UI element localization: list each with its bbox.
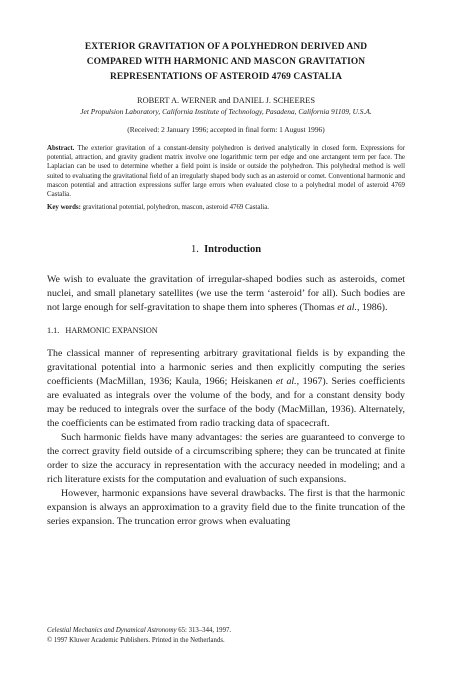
body-paragraph: [47, 347, 405, 431]
page-footer: [47, 626, 231, 645]
et-al: et al.: [275, 376, 297, 388]
subsection-title: HARMONIC EXPANSION: [65, 326, 158, 336]
journal-citation: [47, 626, 231, 636]
received-dates: (Received: 2 January 1996; accepted in final form: 1 August 1996): [127, 125, 325, 134]
body-paragraph: However, harmonic expansions have several drawbacks. The first is that the harmonic expansion is always an approximation to a gravity field due to the finite truncation of the series expansion. The truncation error grows when evaluating: [47, 488, 405, 528]
et-al: et al.: [337, 302, 357, 314]
paper-title: [47, 40, 405, 85]
abstract-text: The exterior gravitation of a constant-density polyhedron is derived analytically in closed form. Expressions for potential, attraction, and gravity gradient matrix involve one logarithmic term per edge and one arctangent term per face. The Laplacian can be used to determine whether a field point is inside or outside the polyhedron. This polyhedral method is well suited to evaluating the gravitational field of an irregularly shaped body such as an asteroid or comet. Conventional harmonic and mascon potential and attraction expressions suffer large errors when evaluated close to a polyhedral model of asteroid 4769 Castalia.: [47, 145, 405, 199]
section-number: 1.: [190, 244, 199, 256]
title-line: COMPARED WITH HARMONIC AND MASCON GRAVITATION: [86, 57, 366, 67]
intro-text: We wish to evaluate the gravitation of irregular-shaped bodies such as asteroids, comet nuclei, and small planetary satellites (we use the term ‘asteroid’ for all). Such bodies are not large enough for self-gravitation to shape them into spheres (Thomas: [47, 274, 405, 314]
subsection-number: 1.1.: [47, 326, 60, 336]
affiliation: Jet Propulsion Laboratory, California Institute of Technology, Pasadena, California 91109, U.S.A.: [80, 107, 372, 116]
title-line: REPRESENTATIONS OF ASTEROID 4769 CASTALIA: [110, 72, 342, 82]
intro-paragraph: [47, 273, 405, 315]
section-heading: [47, 243, 405, 257]
title-line: EXTERIOR GRAVITATION OF A POLYHEDRON DERIVED AND: [84, 42, 368, 52]
keywords-text: gravitational potential, polyhedron, mascon, asteroid 4769 Castalia.: [82, 204, 269, 212]
keywords: [47, 203, 405, 212]
journal-name: Celestial Mechanics and Dynamical Astronomy: [47, 627, 177, 634]
abstract-label: Abstract.: [47, 145, 75, 152]
intro-text-end: , 1986).: [356, 302, 388, 314]
copyright: © 1997 Kluwer Academic Publishers. Printed in the Netherlands.: [47, 636, 225, 644]
section-title: Introduction: [204, 244, 262, 256]
subsection-heading: [47, 325, 405, 337]
journal-volume: 65: 313–344, 1997.: [176, 627, 232, 634]
body-paragraph: Such harmonic fields have many advantages: the series are guaranteed to converge to the correct gravity field outside of a circumscribing sphere; they can be truncated at finite order to size the accuracy in representation with the accuracy needed in modeling; and a rich literature exists for the computation and evaluation of such expansions.: [47, 432, 405, 486]
keywords-label: Key words:: [47, 204, 81, 212]
authors: ROBERT A. WERNER and DANIEL J. SCHEERES: [136, 96, 315, 105]
paragraph-text-end: , 1967). Series coefficients are evaluated as integrals over the volume of the body, and for a constant density body may be reduced to integrals over the surface of the body (MacMillan, 1936). Alternately, the coefficients can be estimated from radio tracking data of spacecraft.: [47, 376, 405, 430]
paragraph-text: The classical manner of representing arbitrary gravitational fields is by expanding the gravitational potential into a harmonic series and then explicitly computing the series coefficients (MacMillan, 1936; Kaula, 1966; Heiskanen: [47, 348, 405, 388]
abstract: [47, 144, 405, 199]
